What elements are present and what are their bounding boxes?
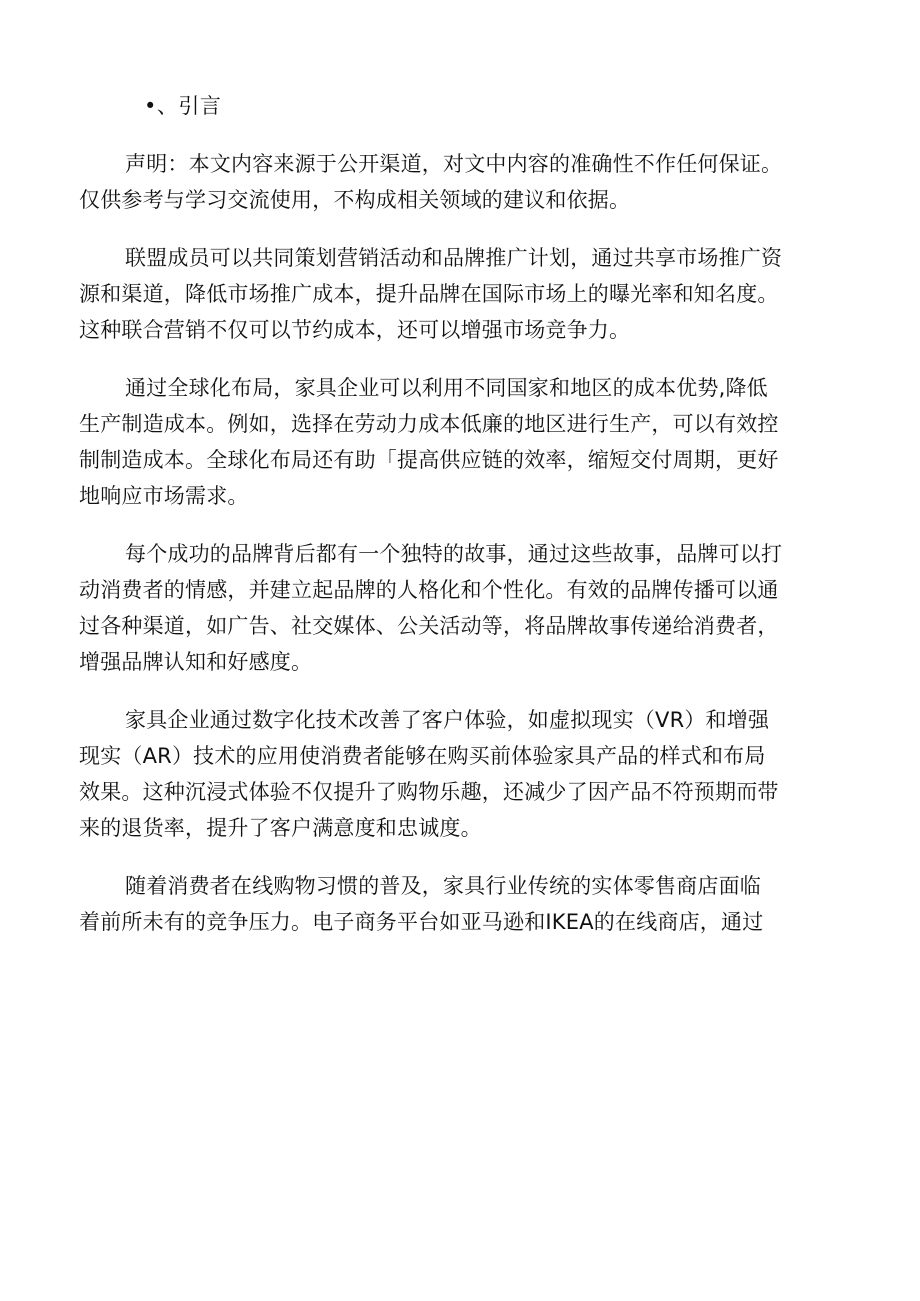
paragraph-global-layout bbox=[79, 370, 841, 514]
paragraph-line: 效果。这种沉浸式体验不仅提升了购物乐趣，还减少了因产品不符预期而带 bbox=[79, 780, 779, 804]
paragraph-line: 联盟成员可以共同策划营销活动和品牌推广计划，通过共享市场推广资 bbox=[125, 246, 783, 270]
paragraph-line: 地响应市场需求。 bbox=[79, 484, 249, 508]
paragraph-line: 生产制造成本。例如，选择在劳动力成本低廉的地区进行生产，可以有效控 bbox=[79, 412, 779, 436]
paragraph-line: 过各种渠道，如广告、社交媒体、公关活动等，将品牌故事传递给消费者， bbox=[79, 614, 779, 638]
paragraph-line: 动消费者的情感，并建立起品牌的人格化和个性化。有效的品牌传播可以通 bbox=[79, 578, 779, 602]
paragraph-line: 制制造成本。全球化布局还有助「提高供应链的效率，缩短交付周期，更好 bbox=[79, 448, 779, 472]
paragraph-line: 通过全球化布局，家具企业可以利用不同国家和地区的成本优势,降低 bbox=[125, 376, 768, 400]
paragraph-line: 随着消费者在线购物习惯的普及，家具行业传统的实体零售商店面临 bbox=[125, 874, 761, 898]
paragraph-online-shopping bbox=[79, 868, 841, 940]
document-body bbox=[79, 146, 841, 962]
paragraph-line: 现实（AR）技术的应用使消费者能够在购买前体验家具产品的样式和布局 bbox=[79, 744, 766, 768]
paragraph-line: 来的退货率，提升了客户满意度和忠诚度。 bbox=[79, 816, 482, 840]
paragraph-line: 仅供参考与学习交流使用，不构成相关领域的建议和依据。 bbox=[79, 188, 631, 212]
paragraph-alliance-marketing bbox=[79, 240, 841, 348]
paragraph-digital-experience bbox=[79, 702, 841, 846]
paragraph-brand-story bbox=[79, 536, 841, 680]
paragraph-line: 每个成功的品牌背后都有一个独特的故事，通过这些故事，品牌可以打 bbox=[125, 542, 783, 566]
paragraph-line: 声明：本文内容来源于公开渠道，对文中内容的准确性不作任何保证。 bbox=[125, 152, 783, 176]
paragraph-line: 家具企业通过数字化技术改善了客户体验，如虚拟现实（VR）和增强 bbox=[125, 708, 770, 732]
paragraph-line: 这种联合营销不仅可以节约成本，还可以增强市场竞争力。 bbox=[79, 318, 631, 342]
paragraph-disclaimer bbox=[79, 146, 841, 218]
paragraph-line: 着前所未有的竞争压力。电子商务平台如亚马逊和IKEA的在线商店，通过 bbox=[79, 910, 764, 934]
paragraph-line: 源和渠道，降低市场推广成本，提升品牌在国际市场上的曝光率和知名度。 bbox=[79, 282, 779, 306]
section-heading: •、引言 bbox=[144, 94, 222, 118]
paragraph-line: 增强品牌认知和好感度。 bbox=[79, 650, 313, 674]
